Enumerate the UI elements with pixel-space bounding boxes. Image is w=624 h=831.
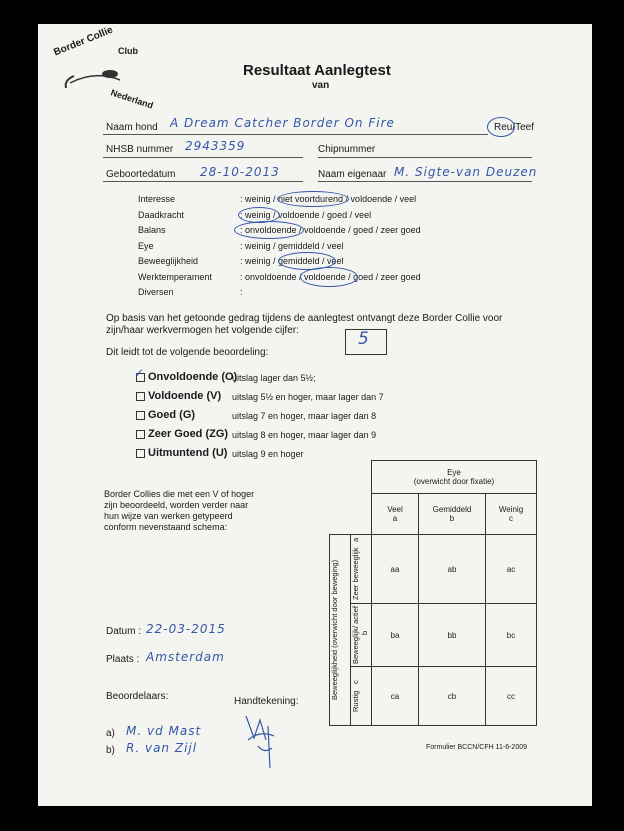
trait-name: Daadkracht xyxy=(138,209,185,220)
grid-cell: aa xyxy=(372,535,419,604)
trait-name: Beweeglijkheid xyxy=(138,256,199,266)
grid-cell: ca xyxy=(372,667,419,726)
trait-name: Balans xyxy=(138,225,166,235)
judge-prefix: a) xyxy=(106,728,115,739)
beoordelaars-label: Beoordelaars: xyxy=(106,691,169,702)
grid-row-header xyxy=(351,535,372,604)
rating-label: Onvoldoende (O) xyxy=(148,371,238,383)
rating-option xyxy=(136,428,228,440)
trait-options: : onvoldoende / voldoende / goed / zeer goed xyxy=(240,225,421,235)
grid-cell: ac xyxy=(486,535,537,604)
trait-name: Werktemperament xyxy=(138,271,212,282)
paragraph-line-1: Op basis van het getoonde gedrag tijdens de aanlegtest ontvangt deze Border Collie voor xyxy=(106,313,503,324)
naam-hond-value: A Dream Catcher Border On Fire xyxy=(170,116,395,130)
grid-col-header xyxy=(372,494,419,535)
rating-label: Voldoende (V) xyxy=(148,390,222,402)
grid-cell: bc xyxy=(486,604,537,667)
rating-desc: uitslag lager dan 5½; xyxy=(232,373,316,383)
rating-option xyxy=(136,371,237,383)
trait-options: : weinig / voldoende / goed / veel xyxy=(240,209,372,220)
grid-row-header xyxy=(351,667,372,726)
rating-checkbox xyxy=(136,449,145,458)
grid-row-name: Rustig xyxy=(351,690,360,712)
rating-desc: uitslag 8 en hoger, maar lager dan 9 xyxy=(232,430,377,440)
rating-option xyxy=(136,390,221,402)
logo-top-text: Border Collie xyxy=(52,24,115,59)
chip-label: Chipnummer xyxy=(318,144,376,155)
eye-sub: (overwicht door fixatie) xyxy=(413,477,495,486)
geboorte-value: 28-10-2013 xyxy=(200,165,280,179)
trait-options: : weinig / gemiddeld / veel xyxy=(240,256,344,266)
plaats-value: Amsterdam xyxy=(146,650,225,664)
schema-line: Border Collies die met een V of hoger xyxy=(104,489,255,499)
trait-options: : weinig / niet voortdurend / voldoende / veel xyxy=(240,194,417,204)
nhsb-label: NHSB nummer xyxy=(106,144,174,155)
eye-header: Eye xyxy=(447,468,461,477)
form-footer: Formulier BCCN/CFH 11-6-2009 xyxy=(426,744,528,751)
rating-desc: uitslag 9 en hoger xyxy=(232,449,304,459)
geboorte-label: Geboortedatum xyxy=(106,169,176,180)
reu-circle xyxy=(487,117,515,137)
grid-cell: bb xyxy=(419,604,486,667)
paragraph-line-2: zijn/haar werkvermogen het volgende cijfer: xyxy=(106,325,299,336)
eigenaar-label: Naam eigenaar xyxy=(318,169,387,180)
grid-cell: cc xyxy=(486,667,537,726)
rating-desc: uitslag 5½ en hoger, maar lager dan 7 xyxy=(232,392,384,402)
logo-bottom-text: Nederland xyxy=(109,87,155,111)
trait-options: : onvoldoende / voldoende / goed / zeer goed xyxy=(240,271,421,282)
trait-name: Diversen xyxy=(138,287,174,297)
schema-line: conform nevenstaand schema: xyxy=(104,522,228,532)
eye-grid-table xyxy=(329,460,537,726)
datum-label: Datum : xyxy=(106,626,142,637)
grid-col-header xyxy=(419,494,486,535)
interesse-circle xyxy=(277,191,349,207)
rating-label: Zeer Goed (ZG) xyxy=(148,428,229,440)
grid-row-code: b xyxy=(360,630,369,636)
score-value: 5 xyxy=(358,329,370,349)
trait-name: Interesse xyxy=(138,194,176,204)
handtekening-label: Handtekening: xyxy=(234,696,299,707)
grid-row-name: Beweeglijk/ actief xyxy=(351,606,360,664)
grid-cell: cb xyxy=(419,667,486,726)
nhsb-value: 2943359 xyxy=(185,139,246,153)
schema-line: zijn beoordeeld, worden verder naar xyxy=(104,500,249,510)
onvoldoende-check: ✓ xyxy=(134,366,146,380)
judge-prefix: b) xyxy=(106,745,115,756)
rating-checkbox xyxy=(136,430,145,439)
trait-name: Eye xyxy=(138,240,154,251)
trait-options: : xyxy=(240,287,243,297)
grid-col-code: b xyxy=(449,514,455,523)
beoordeling-intro: Dit leidt tot de volgende beoordeling: xyxy=(106,347,269,358)
rating-label: Goed (G) xyxy=(148,409,196,421)
rating-desc: uitslag 7 en hoger, maar lager dan 8 xyxy=(232,411,377,421)
row-main-label: Beweeglijkheid xyxy=(330,650,339,701)
grid-col-code: a xyxy=(392,514,398,523)
judge-name: M. vd Mast xyxy=(126,724,202,738)
grid-col-header xyxy=(486,494,537,535)
reu-teef: Reu/Teef xyxy=(494,122,535,133)
werktemperament-circle xyxy=(300,267,358,287)
schema-line: hun wijze van werken getypeerd xyxy=(104,511,233,521)
rating-label: Uitmuntend (U) xyxy=(148,447,228,459)
rating-option xyxy=(136,447,227,459)
grid-row-name: Zeer beweeglijk xyxy=(351,547,360,601)
grid-cell: ba xyxy=(372,604,419,667)
balans-circle xyxy=(234,221,304,239)
grid-col-name: Weinig xyxy=(498,505,524,514)
eigenaar-value: M. Sigte-van Deuzen xyxy=(394,165,538,179)
page-title: Resultaat Aanlegtest xyxy=(243,62,391,79)
rating-checkbox xyxy=(136,392,145,401)
trait-options: : weinig / gemiddeld / veel xyxy=(240,240,344,251)
grid-cell: ab xyxy=(419,535,486,604)
row-sub-label: (overwicht door beweging) xyxy=(330,559,339,648)
grid-col-name: Gemiddeld xyxy=(432,505,472,514)
datum-value: 22-03-2015 xyxy=(146,622,226,636)
grid-row-code: a xyxy=(351,537,360,542)
judge-name: R. van Zijl xyxy=(126,741,198,755)
rating-checkbox xyxy=(136,411,145,420)
naam-hond-label: Naam hond xyxy=(106,122,158,133)
grid-row-code: c xyxy=(351,680,360,685)
grid-col-code: c xyxy=(509,514,513,523)
grid-col-name: Veel xyxy=(387,505,403,514)
page-subtitle: van xyxy=(312,80,330,91)
signature-1 xyxy=(240,710,280,772)
grid-row-header xyxy=(351,604,372,667)
rating-option xyxy=(136,409,195,421)
logo-club-text: Club xyxy=(118,46,138,56)
plaats-label: Plaats : xyxy=(106,654,140,665)
